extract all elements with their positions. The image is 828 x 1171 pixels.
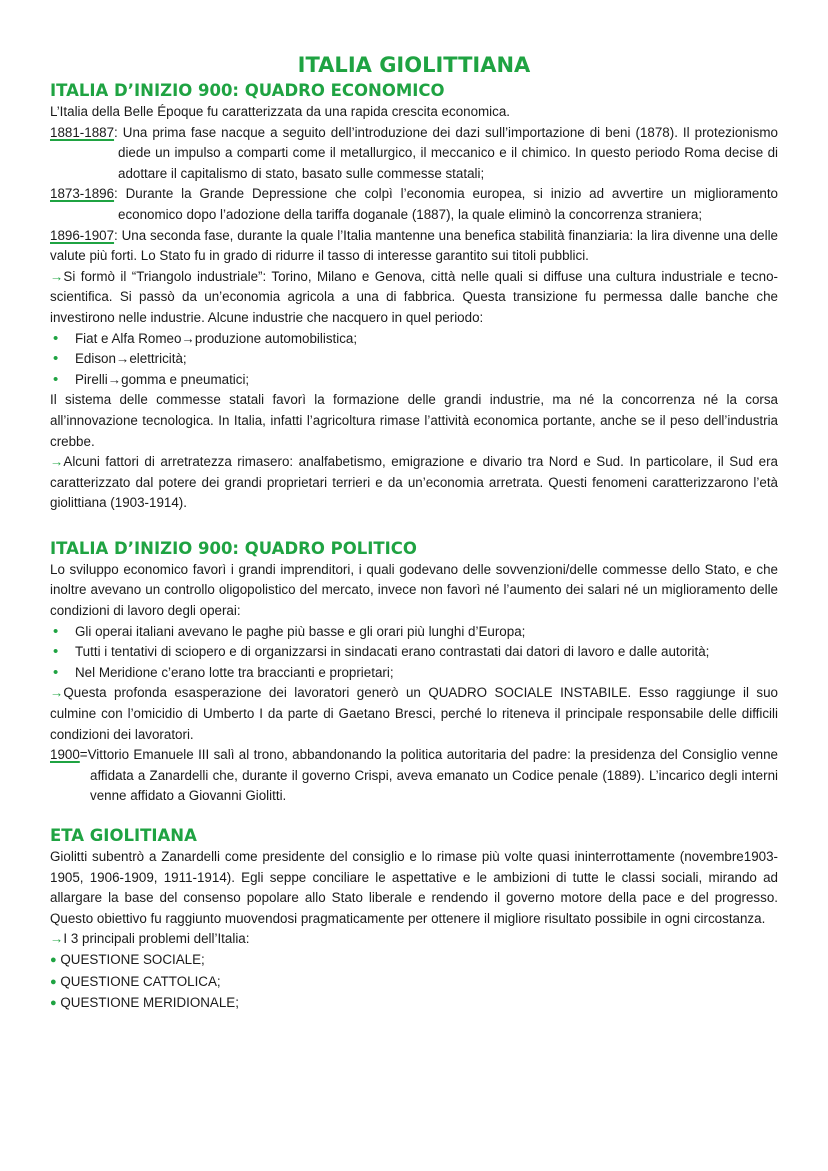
list-item: • Pirelli→gomma e pneumatici; (50, 370, 778, 391)
entry-date: 1900 (50, 747, 80, 763)
list-item: • Fiat e Alfa Romeo→produzione automobilistica; (50, 329, 778, 350)
arrow-right-icon: → (50, 931, 64, 947)
section-heading-giolitti: ETA GIOLITIANA (50, 826, 197, 845)
bullet-dot-icon: ● (50, 953, 57, 966)
list-item: ● QUESTIONE MERIDIONALE; (50, 995, 239, 1011)
list-item: ● QUESTIONE CATTOLICA; (50, 973, 221, 989)
section-heading-political: ITALIA D’INIZIO 900: QUADRO POLITICO (50, 538, 417, 558)
entry-date: 1873-1896 (50, 186, 115, 202)
timeline-entry (50, 123, 778, 185)
entry-text: : Durante la Grande Depressione che colpì l’economia europea, si inizio ad avvertire un miglioramento economico dopo l’adozione della tariffa doganale (1887), la quale eliminò la concorrenza straniera; (114, 186, 778, 222)
arrow-right-icon: → (115, 351, 130, 367)
paragraph: →I 3 principali problemi dell’Italia: (50, 931, 250, 947)
paragraph: →Alcuni fattori di arretratezza rimasero: analfabetismo, emigrazione e divario tra Nord e Sud. In particolare, il Sud era caratterizzato dal potere dei grandi proprietari terrieri e da un’economia arretrata. Questi fenomeni caratterizzarono l’età giolittiana (1903-1914). (50, 454, 778, 511)
paragraph: Giolitti subentrò a Zanardelli come presidente del consiglio e lo rimase più volte quasi ininterrottamente (novembre1903-1905, 1906-1909, 1911-1914). Egli seppe conciliare le aspettative e le ambizioni di tutte le classi sociali, mirando ad allargare la base del consenso popolare allo Stato liberale e rendendo il governo motore della pace e del progresso. Questo obiettivo fu raggiunto muovendosi pragmaticamente per ottenere il migliore risultato possibile in ogni circostanza. (50, 849, 778, 926)
entry-date: 1896-1907 (50, 227, 115, 243)
bullet-dot-icon: ● (50, 975, 57, 988)
document-title: ITALIA GIOLITTIANA (297, 53, 531, 77)
bullet-list (50, 329, 778, 391)
arrow-right-icon: → (50, 454, 64, 470)
paragraph: →Si formò il “Triangolo industriale”: Torino, Milano e Genova, città nelle quali si diffuse una cultura industriale e tecno-scientifica. Si passò da un’economia agricola a una di fabbrica. Questa transizione fu permessa dalle banche che investirono nelle industrie. Alcune industrie che nacquero in quel periodo: (50, 268, 778, 325)
bullet-list (50, 622, 778, 684)
list-item: • Tutti i tentativi di sciopero e di organizzarsi in sindacati erano contrastati dai datori di lavoro e dalle autorità; (50, 642, 778, 663)
list-item: • Edison→elettricità; (50, 349, 778, 370)
list-item: • Gli operai italiani avevano le paghe più basse e gli orari più lunghi d’Europa; (50, 622, 778, 643)
timeline-entry (50, 745, 778, 807)
paragraph: Il sistema delle commesse statali favorì la formazione delle grandi industrie, ma né la concorrenza né la corsa all’innovazione tecnologica. In Italia, infatti l’agricoltura rimase l’attività economica portante, anche se il peso dell’industria crebbe. (50, 392, 778, 449)
problem-list (50, 950, 778, 1015)
bullet-dot-icon: ● (50, 997, 57, 1010)
timeline-entry (50, 226, 778, 267)
paragraph: Lo sviluppo economico favorì i grandi imprenditori, i quali godevano delle sovvenzioni/delle commesse dello Stato, e che inoltre avevano un controllo oligopolistico del mercato, invece non favorì né l’aumento dei salari né un miglioramento delle condizioni di lavoro degli operai: (50, 561, 778, 619)
entry-text: : Una prima fase nacque a seguito dell’introduzione dei dazi sull’importazione di beni (1878). Il protezionismo diede un impulso a comparti come il metallurgico, il meccanico e il chimico. In questo periodo Roma decise di adottare il capitalismo di stato, basato sulle commesse statali; (114, 124, 778, 181)
arrow-right-icon: → (50, 268, 64, 284)
entry-text: : Una seconda fase, durante la quale l’Italia mantenne una benefica stabilità finanziaria: la lira divenne una delle valute più forti. Lo Stato fu in grado di ridurre il tasso di interesse garantito sui titoli pubblici. (50, 227, 778, 264)
arrow-right-icon: → (181, 330, 195, 346)
document-page (50, 52, 778, 1015)
entry-text: =Vittorio Emanuele III salì al trono, abbandonando la politica autoritaria del padre: la presidenza del Consiglio venne affidata a Zanardelli che, durante il governo Crispi, aveva emanato un Codice penale (1889). L’incarico degli interni venne affidato a Giovanni Giolitti. (79, 747, 778, 804)
arrow-right-icon: → (50, 685, 64, 701)
list-item: ● QUESTIONE SOCIALE; (50, 951, 205, 967)
timeline-entry (50, 184, 778, 225)
paragraph: L’Italia della Belle Époque fu caratterizzata da una rapida crescita economica. (50, 104, 511, 119)
section-heading-economic: ITALIA D’INIZIO 900: QUADRO ECONOMICO (50, 81, 445, 100)
list-item: • Nel Meridione c’erano lotte tra braccianti e proprietari; (50, 663, 778, 684)
entry-date: 1881-1887 (50, 124, 115, 140)
arrow-right-icon: → (107, 371, 122, 387)
paragraph: →Questa profonda esasperazione dei lavoratori generò un QUADRO SOCIALE INSTABILE. Esso raggiunge il suo culmine con l’omicidio di Umberto I da parte di Gaetano Bresci, perché lo riteneva il principale responsabile delle difficili condizioni dei lavoratori. (50, 685, 778, 742)
